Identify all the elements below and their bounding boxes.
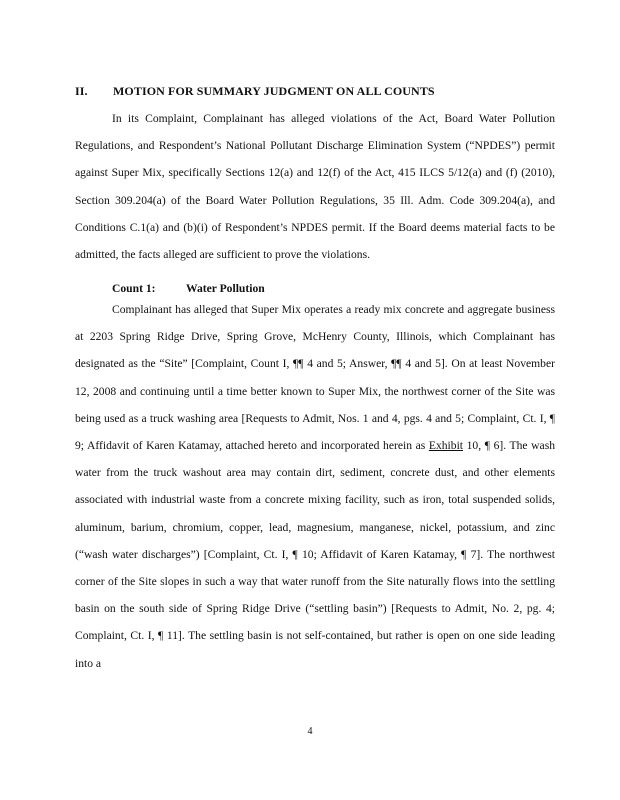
count-title: Water Pollution [186, 282, 265, 295]
section-title: MOTION FOR SUMMARY JUDGMENT ON ALL COUNTS [113, 84, 435, 98]
count-heading [112, 282, 265, 295]
paragraph-complaint-summary [75, 105, 555, 268]
paragraph-count-1-facts [75, 296, 555, 677]
paragraph-1-text: In its Complaint, Complainant has alleged violations of the Act, Board Water Pollution Regulations, and Respondent’s National Pollutant Discharge Elimination System (“NPDES”) permit against Super Mix, specifically Sections 12(a) and 12(f) of the Act, 415 ILCS 5/12(a) and (f) (2010), Section 309.204(a) of the Board Water Pollution Regulations, 35 Ill. Adm. Code 309.204(a), and Conditions C.1(a) and (b)(i) of Respondent’s NPDES permit. If the Board deems material facts to be admitted, the facts alleged are sufficient to prove the violations. [75, 112, 555, 262]
page-number: 4 [307, 726, 313, 737]
paragraph-2-text-part-2: 10, ¶ 6]. The wash water from the truck washout area may contain dirt, sediment, concrete dust, and other elements associated with industrial waste from a concrete mixing facility, such as iron, total suspended solids, aluminum, barium, chromium, copper, lead, magnesium, manganese, nickel, potassium, and zinc (“wash water discharges”) [Complaint, Ct. I, ¶ 10; Affidavit of Karen Katamay, ¶ 7]. The northwest corner of the Site slopes in such a way that water runoff from the Site naturally flows into the settling basin on the south side of Spring Ridge Drive (“settling basin”) [Requests to Admit, No. 2, pg. 4; Complaint, Ct. I, ¶ 11]. The settling basin is not self-contained, but rather is open on one side leading into a [75, 439, 556, 670]
paragraph-2-text-part-1: Complainant has alleged that Super Mix operates a ready mix concrete and aggregate business at 2203 Spring Ridge Drive, Spring Grove, McHenry County, Illinois, which Complainant has designated as the “Site” [Complaint, Count I, ¶¶ 4 and 5; Answer, ¶¶ 4 and 5]. On at least November 12, 2008 and continuing until a time better known to Super Mix, the northwest corner of the Site was being used as a truck washing area [Requests to Admit, Nos. 1 and 4, pgs. 4 and 5; Complaint, Ct. I, ¶ 9; Affidavit of Karen Katamay, attached hereto and incorporated herein as [75, 303, 555, 453]
count-label: Count 1: [112, 282, 156, 295]
section-heading [75, 84, 435, 99]
section-number: II. [75, 84, 88, 98]
exhibit-reference: Exhibit [428, 439, 464, 453]
